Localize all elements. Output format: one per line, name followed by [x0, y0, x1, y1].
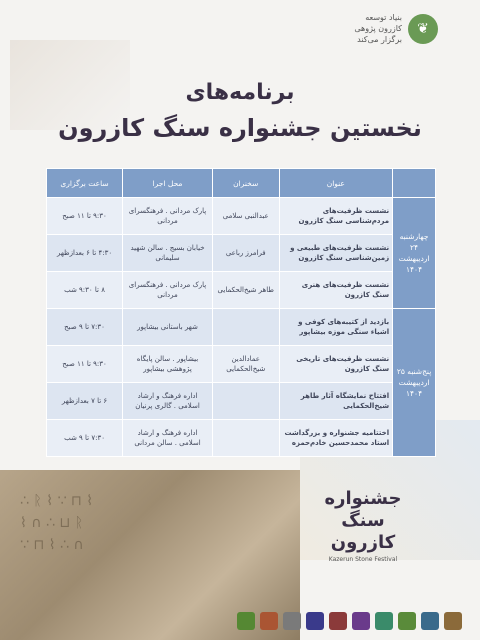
- cell-venue: اداره فرهنگ و ارشاد اسلامی . گالری پرنیان: [123, 383, 213, 420]
- sponsor-logo-icon: [398, 612, 416, 630]
- cell-time: ۹:۳۰ تا ۱۱ صبح: [47, 198, 123, 235]
- cell-time: ۶ تا ۷ بعدازظهر: [47, 383, 123, 420]
- cell-speaker: فرامرز رباعی: [212, 235, 279, 272]
- page-title-line-2: نخستین جشنواره سنگ کازرون: [58, 114, 422, 142]
- cell-venue: اداره فرهنگ و ارشاد اسلامی . سالن مردانی: [123, 420, 213, 457]
- table-row: [47, 309, 436, 346]
- cell-speaker: طاهر شیخ‌الحکمایی: [212, 272, 279, 309]
- cell-title: نشست ظرفیت‌های طبیعی و زمین‌شناسی سنگ کازرون: [279, 235, 393, 272]
- cell-title: نشست ظرفیت‌های تاریخی سنگ کازرون: [279, 346, 393, 383]
- sponsor-logo-icon: [352, 612, 370, 630]
- cell-title: افتتاح نمایشگاه آثار طاهر شیخ‌الحکمایی: [279, 383, 393, 420]
- organizer-header: [354, 12, 438, 45]
- festival-logo-line-2: سنگ: [341, 510, 385, 531]
- cell-speaker: [212, 383, 279, 420]
- table-row: [47, 346, 436, 383]
- sponsor-logo-icon: [421, 612, 439, 630]
- page-title-line-1: برنامه‌های: [185, 80, 295, 105]
- cell-venue: شهر باستانی بیشاپور: [123, 309, 213, 346]
- festival-logo: [308, 488, 418, 563]
- cell-venue: پارک مردانی . فرهنگسرای مردانی: [123, 272, 213, 309]
- cell-venue: خیابان بسیج . سالن شهید سلیمانی: [123, 235, 213, 272]
- cell-title: اختتامیه جشنواره و بزرگداشت استاد محمدحسین خادم‌حمزه: [279, 420, 393, 457]
- cell-time: ۷:۳۰ تا ۹ شب: [47, 420, 123, 457]
- sponsor-logo-icon: [260, 612, 278, 630]
- day-cell-2: پنج‌شنبه ۲۵ اردیبهشت ۱۴۰۴: [393, 309, 436, 457]
- schedule-table: [46, 168, 436, 457]
- festival-logo-english: Kazerun Stone Festival: [328, 556, 398, 563]
- sponsor-logo-icon: [306, 612, 324, 630]
- stone-carving-decoration: ∴ ᚱ ⌇ ∵ ⊓ ⌇ ⌇ ∩ ∴ ⊔ ᚱ ∵ ⊓ ⌇ ∴ ∩: [20, 493, 94, 553]
- cell-speaker: عمادالدین شیخ‌الحکمایی: [212, 346, 279, 383]
- header-title: عنوان: [279, 169, 393, 198]
- festival-logo-line-1: جشنواره: [324, 488, 402, 509]
- table-row: [47, 235, 436, 272]
- cell-title: نشست ظرفیت‌های مردم‌شناسی سنگ کازرون: [279, 198, 393, 235]
- cell-speaker: عبدالنبی سلامی: [212, 198, 279, 235]
- sponsor-logo-icon: [444, 612, 462, 630]
- header-venue: محل اجرا: [123, 169, 213, 198]
- cell-speaker: [212, 420, 279, 457]
- sponsor-logo-icon: [283, 612, 301, 630]
- organizer-line-2: کازرون پژوهی: [354, 24, 402, 33]
- table-row: [47, 198, 436, 235]
- cell-speaker: [212, 309, 279, 346]
- cell-time: ۹:۳۰ تا ۱۱ صبح: [47, 346, 123, 383]
- table-row: [47, 272, 436, 309]
- organizer-line-3: برگزار می‌کند: [357, 35, 402, 44]
- cell-title: نشست ظرفیت‌های هنری سنگ کازرون: [279, 272, 393, 309]
- cell-venue: بیشاپور . سالن پایگاه پژوهشی بیشاپور: [123, 346, 213, 383]
- cell-time: ۸ تا ۹:۳۰ شب: [47, 272, 123, 309]
- cell-time: ۴:۳۰ تا ۶ بعدازظهر: [47, 235, 123, 272]
- table-row: [47, 420, 436, 457]
- day-cell-1: چهارشنبه ۲۴ اردیبهشت ۱۴۰۴: [393, 198, 436, 309]
- organizer-logo: ❦: [408, 14, 438, 44]
- sponsor-logo-icon: [375, 612, 393, 630]
- header-speaker: سخنران: [212, 169, 279, 198]
- cell-time: ۷:۳۰ تا ۹ صبح: [47, 309, 123, 346]
- header-day: [393, 169, 436, 198]
- sponsor-logo-icon: [329, 612, 347, 630]
- cell-venue: پارک مردانی . فرهنگسرای مردانی: [123, 198, 213, 235]
- organizer-line-1: بنیاد توسعه: [365, 13, 402, 22]
- festival-logo-line-3: کازرون: [330, 532, 396, 553]
- table-row: [47, 383, 436, 420]
- organizer-text: [354, 12, 402, 45]
- cell-title: بازدید از کتیبه‌های کوفی و اشیاء سنگی موزه بیشاپور: [279, 309, 393, 346]
- table-header-row: [47, 169, 436, 198]
- header-time: ساعت برگزاری: [47, 169, 123, 198]
- sponsor-logos: [237, 612, 462, 630]
- sponsor-logo-icon: [237, 612, 255, 630]
